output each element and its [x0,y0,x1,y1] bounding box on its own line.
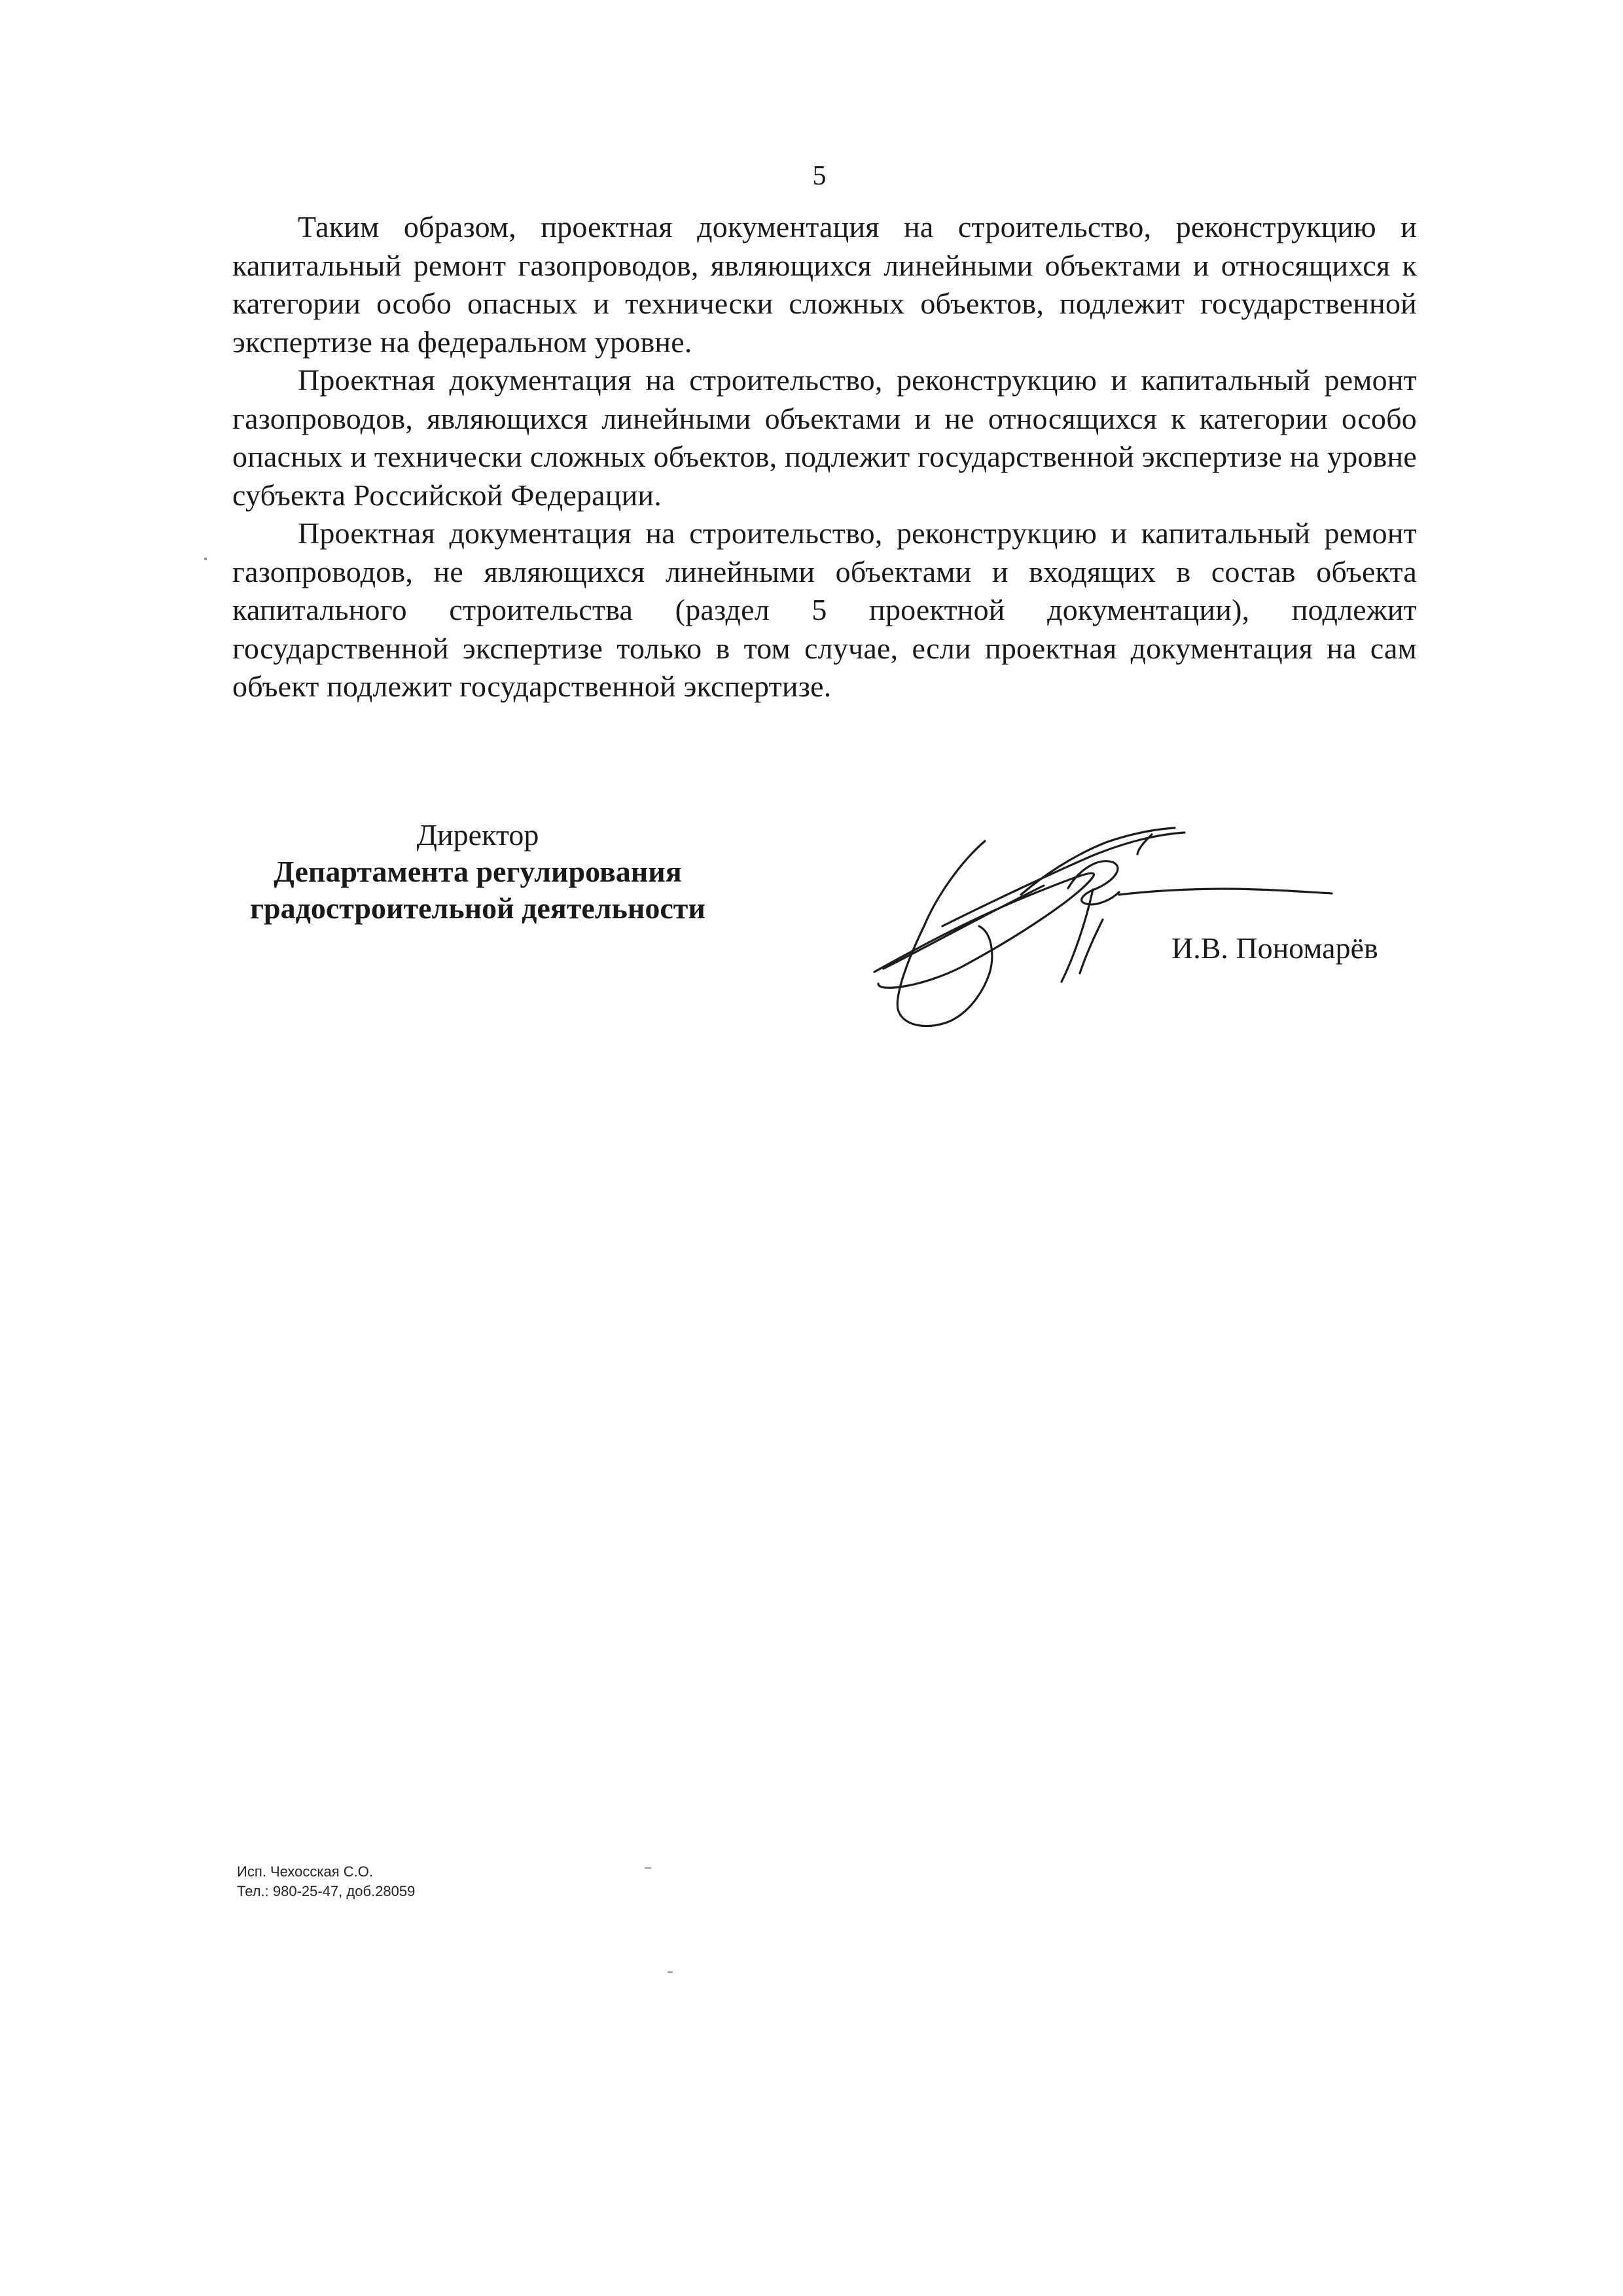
paragraph-federal-expertise: Таким образом, проектная документация на строительство, реконструкцию и капитальный ремонт газопроводов, являющихся линейными объектами и относящихся к категории особо опасных и технически сложных объектов, подлежит государственной экспертизе на федеральном уровне. [232,210,1417,359]
paragraph-regional-expertise: Проектная документация на строительство, реконструкцию и капитальный ремонт газопроводов, являющихся линейными объектами и не относящихся к категории особо опасных и технически сложных объектов, подлежит государственной экспертизе на уровне субъекта Российской Федерации. [232,363,1417,512]
paragraph-non-linear-objects: Проектная документация на строительство, реконструкцию и капитальный ремонт газопроводов, не являющихся линейными объектами и входящих в состав объекта капитального строительства (раздел 5 проектной документации), подлежит государственной экспертизе только в том случае, если проектная документация на сам объект подлежит государственной экспертизе. [232,516,1417,703]
executor-contact [237,1862,415,1901]
executor-phone: Тел.: 980-25-47, доб.28059 [237,1883,416,1899]
signer-name: И.В. Пономарёв [1171,931,1378,965]
department-name-line1: Департамента регулирования [274,855,682,888]
executor-name: Исп. Чехосская С.О. [237,1863,373,1880]
department-name-line2: градостроительной деятельности [250,891,705,925]
signatory-position [223,817,733,927]
scan-artifact-dash [645,1867,651,1869]
scan-artifact-dash [668,1971,673,1973]
letter-body [232,208,1417,706]
scan-artifact-dot [204,558,207,560]
position-title: Директор [416,818,539,852]
page-number: 5 [812,161,827,191]
